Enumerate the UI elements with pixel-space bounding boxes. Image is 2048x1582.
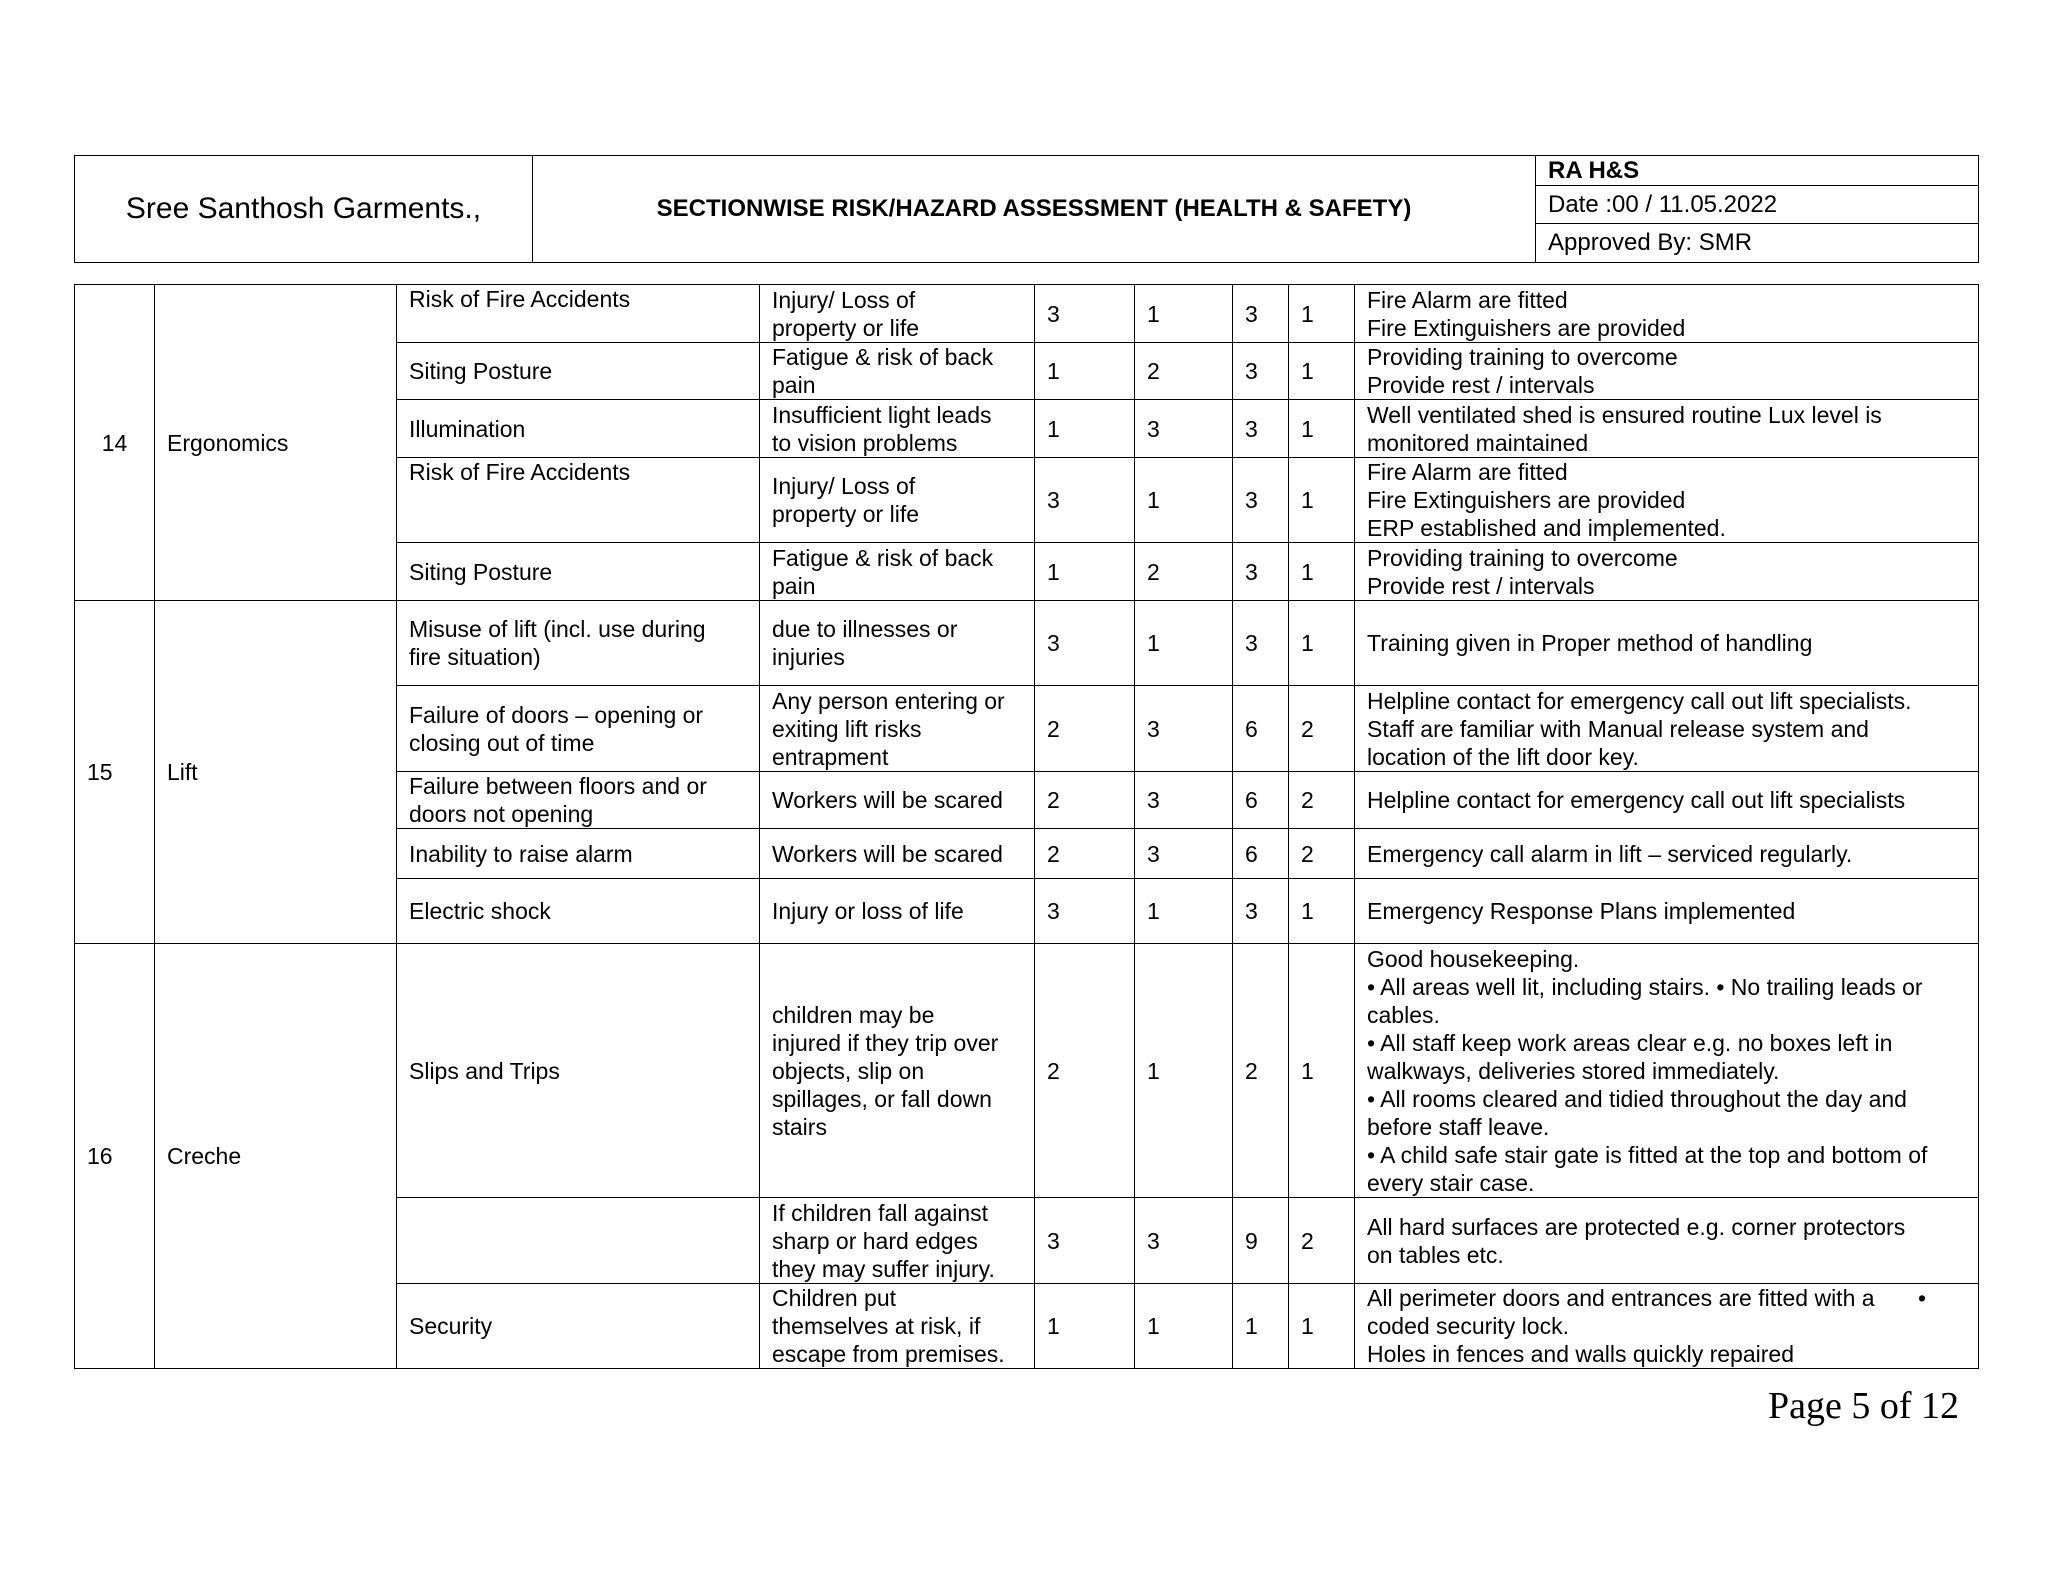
control-cell xyxy=(1355,772,1979,829)
rating-v1: 2 xyxy=(1035,829,1135,879)
text-line: • All areas well lit, including stairs. • No trailing leads or xyxy=(1367,973,1923,1000)
text-line: All perimeter doors and entrances are fitted with a xyxy=(1367,1285,1875,1311)
text-line: • All rooms cleared and tidied throughout the day and xyxy=(1367,1085,1907,1112)
hazard-cell: Siting Posture xyxy=(397,543,760,601)
text-line: on tables etc. xyxy=(1367,1241,1504,1268)
text-line: themselves at risk, if xyxy=(772,1313,981,1339)
rating-v4: 2 xyxy=(1289,772,1355,829)
text-line: Provide rest / intervals xyxy=(1367,372,1595,398)
text-line: Good housekeeping. xyxy=(1367,945,1580,972)
text-line: Security xyxy=(409,1313,493,1339)
text-line: Injury or loss of life xyxy=(772,898,964,924)
document-title: SECTIONWISE RISK/HAZARD ASSESSMENT (HEALTH & SAFETY) xyxy=(533,156,1536,263)
text-line: If children fall against xyxy=(772,1199,989,1226)
text-line: • A child safe stair gate is fitted at the top and bottom of xyxy=(1367,1141,1928,1168)
rating-v4: 1 xyxy=(1289,543,1355,601)
rating-v1: 2 xyxy=(1035,772,1135,829)
control-cell xyxy=(1355,458,1979,543)
text-line: spillages, or fall down xyxy=(772,1085,992,1112)
rating-v2: 3 xyxy=(1135,400,1233,458)
text-line: Workers will be scared xyxy=(772,787,1003,813)
rating-v3: 3 xyxy=(1233,285,1289,343)
text-line: Fire Alarm are fitted xyxy=(1367,286,1568,313)
effect-cell xyxy=(760,772,1035,829)
rating-v4: 1 xyxy=(1289,1284,1355,1369)
doc-date: Date :00 / 11.05.2022 xyxy=(1536,186,1979,224)
text-line: exiting lift risks xyxy=(772,715,922,742)
text-line: sharp or hard edges xyxy=(772,1227,978,1254)
effect-cell xyxy=(760,1284,1035,1369)
hazard-cell xyxy=(397,829,760,879)
document-header xyxy=(74,155,1979,263)
rating-v1: 3 xyxy=(1035,285,1135,343)
hazard-cell xyxy=(397,601,760,686)
text-line: injuries xyxy=(772,644,845,670)
rating-v1: 2 xyxy=(1035,686,1135,772)
hazard-cell xyxy=(397,1284,760,1369)
rating-v2: 1 xyxy=(1135,601,1233,686)
effect-cell xyxy=(760,879,1035,944)
control-cell xyxy=(1355,285,1979,343)
effect-cell xyxy=(760,400,1035,458)
rating-v1: 3 xyxy=(1035,1198,1135,1284)
text-line: before staff leave. xyxy=(1367,1113,1550,1140)
control-cell xyxy=(1355,400,1979,458)
rating-v2: 3 xyxy=(1135,1198,1233,1284)
hazard-cell: Risk of Fire Accidents xyxy=(397,285,760,343)
text-line: Fatigue & risk of back xyxy=(772,344,994,370)
rating-v2: 3 xyxy=(1135,686,1233,772)
rating-v2: 1 xyxy=(1135,285,1233,343)
text-line: Provide rest / intervals xyxy=(1367,572,1595,599)
text-line: Electric shock xyxy=(409,898,551,924)
rating-v3: 1 xyxy=(1233,1284,1289,1369)
rating-v3: 3 xyxy=(1233,458,1289,543)
control-cell xyxy=(1355,879,1979,944)
rating-v2: 2 xyxy=(1135,343,1233,400)
text-line: Holes in fences and walls quickly repaired xyxy=(1367,1341,1794,1367)
text-line: Failure of doors – opening or xyxy=(409,701,704,728)
rating-v2: 3 xyxy=(1135,829,1233,879)
rating-v3: 9 xyxy=(1233,1198,1289,1284)
text-line: Emergency call alarm in lift – serviced regularly. xyxy=(1367,840,1853,867)
effect-cell xyxy=(760,686,1035,772)
control-cell xyxy=(1355,543,1979,601)
effect-cell xyxy=(760,543,1035,601)
text-line: escape from premises. xyxy=(772,1341,1005,1367)
hazard-cell xyxy=(397,944,760,1198)
rating-v1: 3 xyxy=(1035,601,1135,686)
control-cell xyxy=(1355,343,1979,400)
text-line: cables. xyxy=(1367,1001,1440,1028)
rating-v2: 1 xyxy=(1135,879,1233,944)
rating-v2: 1 xyxy=(1135,1284,1233,1369)
text-line: Fire Extinguishers are provided xyxy=(1367,487,1686,513)
text-line: Training given in Proper method of handling xyxy=(1367,630,1813,656)
rating-v1: 1 xyxy=(1035,543,1135,601)
section-number: 15 xyxy=(75,601,155,944)
bullet-mark: • xyxy=(1917,1285,1926,1311)
control-cell xyxy=(1355,944,1979,1198)
rating-v3: 6 xyxy=(1233,829,1289,879)
text-line: property or life xyxy=(772,314,920,341)
text-line: Emergency Response Plans implemented xyxy=(1367,898,1796,924)
hazard-cell: Illumination xyxy=(397,400,760,458)
hazard-cell: Risk of Fire Accidents xyxy=(397,458,760,543)
text-line: they may suffer injury. xyxy=(772,1255,995,1282)
section-number: 16 xyxy=(75,944,155,1369)
table-row xyxy=(75,944,1979,1198)
control-cell xyxy=(1355,686,1979,772)
text-line: location of the lift door key. xyxy=(1367,743,1639,770)
rating-v1: 1 xyxy=(1035,400,1135,458)
effect-cell xyxy=(760,601,1035,686)
text-line: Workers will be scared xyxy=(772,840,1003,867)
text-line: Providing training to overcome xyxy=(1367,544,1678,571)
rating-v4: 2 xyxy=(1289,686,1355,772)
text-line: Insufficient light leads xyxy=(772,401,992,428)
doc-approved: Approved By: SMR xyxy=(1536,224,1979,263)
text-line: doors not opening xyxy=(409,801,594,827)
hazard-cell xyxy=(397,1198,760,1284)
rating-v2: 2 xyxy=(1135,543,1233,601)
hazard-cell xyxy=(397,772,760,829)
text-line: Children put xyxy=(772,1285,897,1311)
text-line: Fire Extinguishers are provided xyxy=(1367,314,1686,341)
rating-v4: 1 xyxy=(1289,944,1355,1198)
rating-v1: 3 xyxy=(1035,879,1135,944)
effect-cell xyxy=(760,458,1035,543)
rating-v3: 3 xyxy=(1233,343,1289,400)
company-name: Sree Santhosh Garments., xyxy=(75,156,533,263)
text-line: pain xyxy=(772,572,816,599)
text-line: Providing training to overcome xyxy=(1367,344,1678,370)
control-cell xyxy=(1355,829,1979,879)
rating-v3: 3 xyxy=(1233,879,1289,944)
text-line: Injury/ Loss of xyxy=(772,286,916,313)
rating-v4: 1 xyxy=(1289,400,1355,458)
rating-v4: 2 xyxy=(1289,1198,1355,1284)
text-line: entrapment xyxy=(772,743,889,770)
effect-cell xyxy=(760,829,1035,879)
text-line: closing out of time xyxy=(409,729,595,756)
risk-assessment-table xyxy=(74,284,1979,1369)
text-line: • All staff keep work areas clear e.g. no boxes left in xyxy=(1367,1029,1893,1056)
text-line: every stair case. xyxy=(1367,1169,1535,1196)
text-line: Fire Alarm are fitted xyxy=(1367,459,1568,485)
text-line: property or life xyxy=(772,501,920,527)
text-line: Failure between floors and or xyxy=(409,773,707,799)
rating-v3: 2 xyxy=(1233,944,1289,1198)
rating-v4: 1 xyxy=(1289,601,1355,686)
rating-v3: 3 xyxy=(1233,400,1289,458)
control-cell xyxy=(1355,1284,1979,1369)
text-line: children may be xyxy=(772,1001,935,1028)
rating-v3: 6 xyxy=(1233,686,1289,772)
text-line: to vision problems xyxy=(772,429,958,456)
section-name: Ergonomics xyxy=(155,285,397,601)
text-line: Injury/ Loss of xyxy=(772,473,916,499)
text-line: Staff are familiar with Manual release system and xyxy=(1367,715,1869,742)
rating-v4: 1 xyxy=(1289,343,1355,400)
table-row xyxy=(75,601,1979,686)
text-line: monitored maintained xyxy=(1367,429,1589,456)
text-line: Helpline contact for emergency call out lift specialists. xyxy=(1367,687,1912,714)
hazard-cell: Siting Posture xyxy=(397,343,760,400)
rating-v4: 1 xyxy=(1289,458,1355,543)
section-number: 14 xyxy=(75,285,155,601)
rating-v4: 1 xyxy=(1289,285,1355,343)
page-number: Page 5 of 12 xyxy=(1768,1385,1960,1427)
text-line: stairs xyxy=(772,1113,827,1140)
doc-ref: RA H&S xyxy=(1536,156,1979,186)
text-line: injured if they trip over xyxy=(772,1029,999,1056)
rating-v4: 2 xyxy=(1289,829,1355,879)
rating-v1: 1 xyxy=(1035,1284,1135,1369)
text-line: Misuse of lift (incl. use during xyxy=(409,616,706,642)
text-line: ERP established and implemented. xyxy=(1367,515,1726,541)
rating-v3: 3 xyxy=(1233,543,1289,601)
text-line: Helpline contact for emergency call out lift specialists xyxy=(1367,787,1906,813)
effect-cell xyxy=(760,944,1035,1198)
section-name: Creche xyxy=(155,944,397,1369)
text-line: objects, slip on xyxy=(772,1057,925,1084)
rating-v1: 3 xyxy=(1035,458,1135,543)
text-line: walkways, deliveries stored immediately. xyxy=(1367,1057,1780,1084)
section-name: Lift xyxy=(155,601,397,944)
rating-v2: 1 xyxy=(1135,458,1233,543)
rating-v2: 3 xyxy=(1135,772,1233,829)
rating-v2: 1 xyxy=(1135,944,1233,1198)
rating-v1: 2 xyxy=(1035,944,1135,1198)
rating-v3: 3 xyxy=(1233,601,1289,686)
hazard-cell xyxy=(397,879,760,944)
text-line: Any person entering or xyxy=(772,687,1005,714)
text-line: coded security lock. xyxy=(1367,1313,1569,1339)
effect-cell xyxy=(760,343,1035,400)
text-line: pain xyxy=(772,372,816,398)
text-line: Well ventilated shed is ensured routine Lux level is xyxy=(1367,401,1882,428)
text-line: All hard surfaces are protected e.g. corner protectors xyxy=(1367,1213,1906,1240)
table-row xyxy=(75,285,1979,343)
rating-v3: 6 xyxy=(1233,772,1289,829)
hazard-cell xyxy=(397,686,760,772)
text-line: Fatigue & risk of back xyxy=(772,544,994,571)
control-cell xyxy=(1355,1198,1979,1284)
text-line: Inability to raise alarm xyxy=(409,840,633,867)
control-cell xyxy=(1355,601,1979,686)
text-line: fire situation) xyxy=(409,644,541,670)
rating-v1: 1 xyxy=(1035,343,1135,400)
effect-cell xyxy=(760,1198,1035,1284)
effect-cell xyxy=(760,285,1035,343)
rating-v4: 1 xyxy=(1289,879,1355,944)
text-line: due to illnesses or xyxy=(772,616,958,642)
text-line: Slips and Trips xyxy=(409,1057,560,1084)
